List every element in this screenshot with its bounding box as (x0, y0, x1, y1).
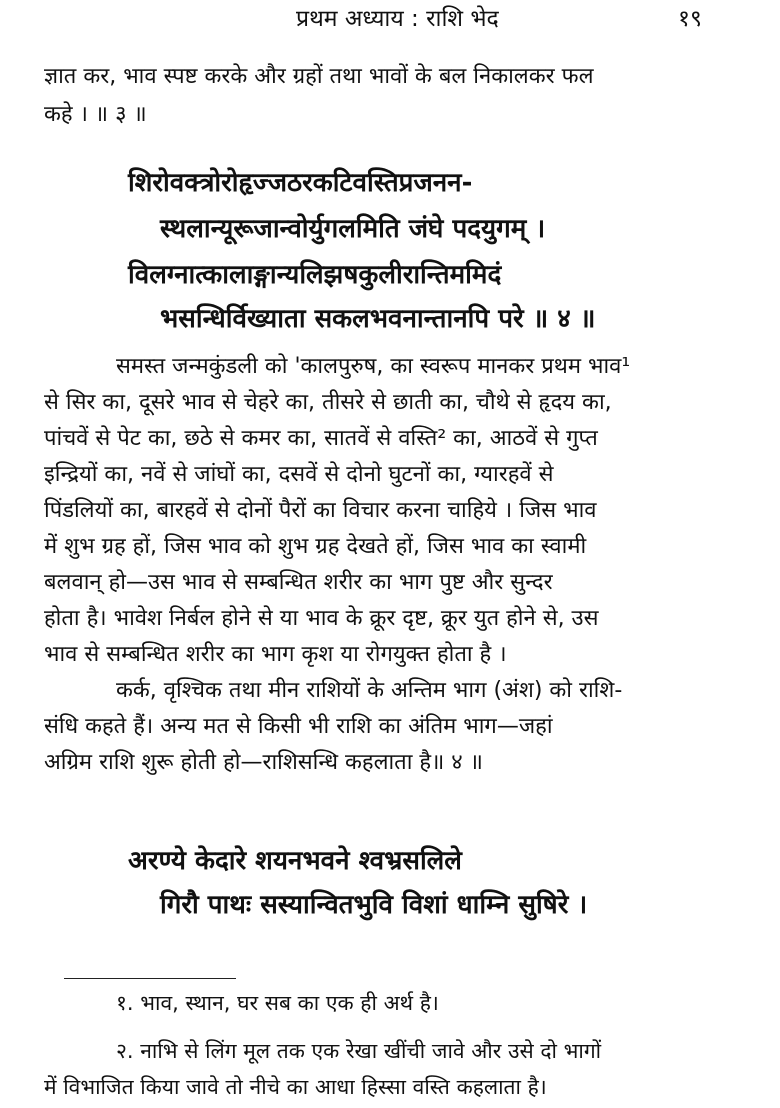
footnote-2-line-2: में विभाजित किया जावे तो नीचे का आधा हिस्सा वस्ति कहलाता है। (44, 1075, 547, 1099)
running-header (0, 2, 780, 38)
text-line: कहे । ॥ ३ ॥ (44, 102, 147, 127)
text-line: बलवान् हो—उस भाव से सम्बन्धित शरीर का भाग पुष्ट और सुन्दर (44, 570, 553, 595)
footnote-divider (64, 978, 236, 979)
text-line: संधि कहते हैं। अन्य मत से किसी भी राशि का अंतिम भाग—जहां (44, 714, 553, 739)
verse-line: विलग्नात्कालाङ्गान्यलिझषकुलीरान्तिममिदं (128, 260, 502, 290)
text-line: पिंडलियों का, बारहवें से दोनों पैरों का विचार करना चाहिये । जिस भाव (44, 498, 597, 523)
text-line: होता है। भावेश निर्बल होने से या भाव के क्रूर दृष्ट, क्रूर युत होने से, उस (44, 606, 599, 631)
verse-line: स्थलान्यूरूजान्वोर्युगलमिति जंघे पदयुगम् । (160, 214, 546, 244)
verse-line: अरण्ये केदारे शयनभवने श्वभ्रसलिले (128, 846, 462, 876)
text-line: इन्द्रियों का, नवें से जांघों का, दसवें से दोनो घुटनों का, ग्यारहवें से (44, 462, 554, 487)
verse-line: शिरोवक्त्रोरोहृज्जठरकटिवस्तिप्रजनन- (128, 168, 473, 198)
footnote-1: १. भाव, स्थान, घर सब का एक ही अर्थ है। (116, 991, 439, 1015)
intro-paragraph (44, 62, 724, 142)
page-number: १९ (678, 6, 702, 32)
text-line: भाव से सम्बन्धित शरीर का भाग कृश या रोगयुक्त होता है । (44, 642, 507, 667)
text-line: में शुभ ग्रह हों, जिस भाव को शुभ ग्रह देखते हों, जिस भाव का स्वामी (44, 534, 587, 559)
footnote-2-line-1: २. नाभि से लिंग मूल तक एक रेखा खींची जावे और उसे दो भागों (116, 1039, 602, 1063)
chapter-title: प्रथम अध्याय : राशि भेद (296, 6, 499, 32)
verse-line: गिरौ पाथः सस्यान्वितभुवि विशां धाम्नि सुषिरे । (160, 890, 588, 920)
text-line: कर्क, वृश्चिक तथा मीन राशियों के अन्तिम भाग (अंश) को राशि- (116, 678, 623, 703)
text-line: समस्त जन्मकुंडली को 'कालपुरुष, का स्वरूप मानकर प्रथम भाव¹ (116, 354, 631, 379)
text-line: पांचवें से पेट का, छठे से कमर का, सातवें से वस्ति² का, आठवें से गुप्त (44, 426, 598, 451)
text-line: अग्रिम राशि शुरू होती हो—राशिसन्धि कहलाता है॥ ४ ॥ (44, 750, 483, 775)
commentary-paragraph (44, 352, 724, 812)
text-line: से सिर का, दूसरे भाव से चेहरे का, तीसरे से छाती का, चौथे से हृदय का, (44, 390, 612, 415)
verse-line: भसन्धिर्विख्याता सकलभवनान्तानपि परे ॥ ४ ॥ (160, 304, 596, 334)
text-line: ज्ञात कर, भाव स्पष्ट करके और ग्रहों तथा भावों के बल निकालकर फल (44, 64, 594, 89)
